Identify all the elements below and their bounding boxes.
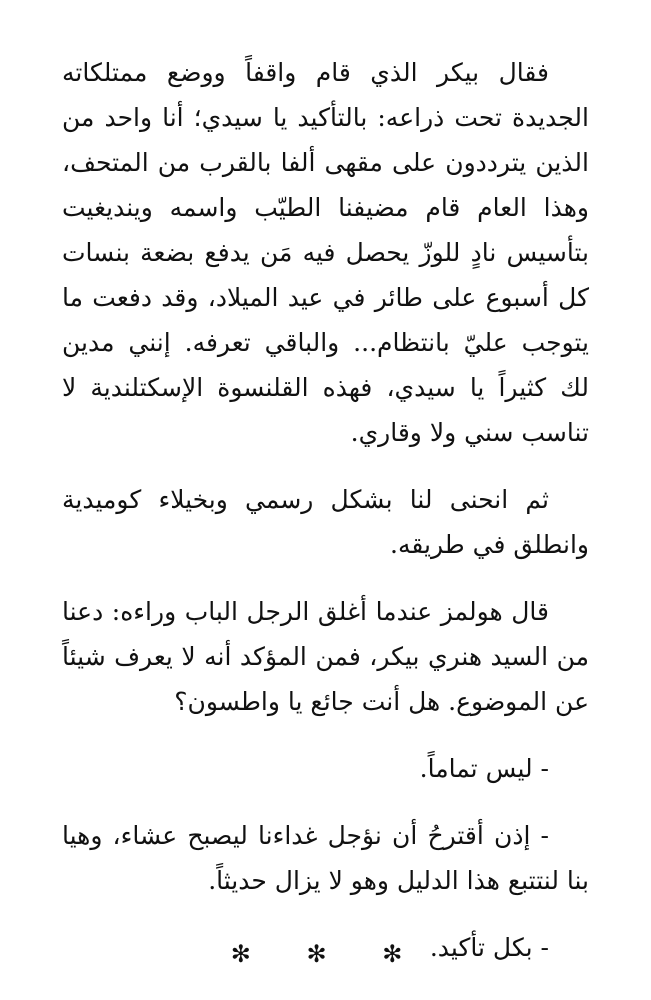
asterism-icon: ✻ [306, 940, 345, 968]
section-separator [0, 940, 651, 968]
dialog-line-certainly: - بكل تأكيد. [429, 933, 549, 962]
paragraph-holmes-speech: قال هولمز عندما أغلق الرجل الباب وراءه: دعنا من السيد هنري بيكر، فمن المؤكد أنه لا يعرف شيئاً عن الموضوع. هل أنت جائع يا واطسون؟ [62, 597, 589, 716]
dialog-line-not-hungry: - ليس تماماً. [419, 754, 549, 783]
dialog-line-dinner: - إذن أقترحُ أن نؤجل غداءنا ليصبح عشاء، وهيا بنا لنتتبع هذا الدليل وهو لا يزال حديثاً. [62, 821, 589, 895]
asterism-icon: ✻ [230, 940, 269, 968]
asterism-icon: ✻ [382, 940, 421, 968]
paragraph-baker-speech: فقال بيكر الذي قام واقفاً ووضع ممتلكاته الجديدة تحت ذراعه: بالتأكيد يا سيدي؛ أنا واحد من الذين يترددون على مقهى ألفا بالقرب من المتحف، وهذا العام قام مضيفنا الطيّب واسمه وينديغيت بتأسيس نادٍ للوزّ يحصل فيه مَن يدفع بضعة بنسات كل أسبوع على طائر في عيد الميلاد، وقد دفعت ما يتوجب عليّ بانتظام... والباقي تعرفه. إنني مدين لك كثيراً يا سيدي، فهذه القلنسوة الإسكتلندية لا تناسب سني ولا وقاري. [62, 58, 589, 447]
paragraph-baker-leaves: ثم انحنى لنا بشكل رسمي وبخيلاء كوميدية وانطلق في طريقه. [62, 485, 589, 559]
